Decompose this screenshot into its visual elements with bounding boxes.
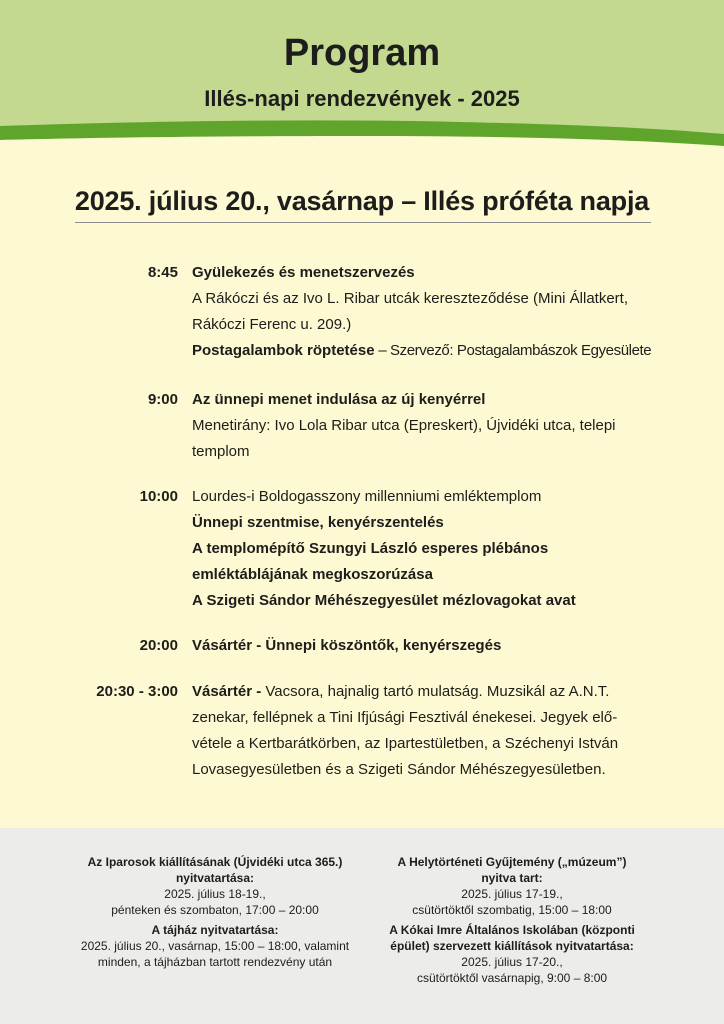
event-route-cont: templom <box>192 443 250 460</box>
footer-heading: Az Iparosok kiállításának (Újvidéki utca 365.) <box>87 855 343 869</box>
footer-school-exhibitions <box>362 922 662 986</box>
footer-right-column <box>362 854 662 990</box>
footer-heading: nyitvatartása: <box>175 871 255 885</box>
footer-heading: A Kókai Imre Általános Iskolában (központi <box>389 923 635 937</box>
event-body <box>192 679 662 783</box>
footer-hours: pénteken és szombaton, 17:00 – 20:00 <box>111 903 319 917</box>
event-wreath-line-cont: emléktáblájának megkoszorúzása <box>192 566 433 583</box>
footer-hours: csütörtöktől szombatig, 15:00 – 18:00 <box>412 903 612 917</box>
footer-opening-hours <box>0 828 724 1024</box>
header-background <box>0 0 724 150</box>
header-banner <box>0 0 724 150</box>
footer-dates: 2025. július 17-20., <box>461 955 563 969</box>
event-location: A Rákóczi és az Ivo L. Ribar utcák kereszteződése (Mini Állatkert, <box>192 290 629 307</box>
event-title: Ünnepi szentmise, kenyérszentelés <box>192 514 444 531</box>
event-title: Vásártér - Ünnepi köszöntők, kenyérszegés <box>192 637 502 654</box>
footer-hours: minden, a tájházban tartott rendezvény után <box>97 955 333 969</box>
footer-crafts-exhibition <box>60 854 370 918</box>
footer-heading: épület) szervezett kiállítások nyitvatartása: <box>390 939 634 953</box>
event-location: Lourdes-i Boldogasszony millenniumi emléktemplom <box>192 488 542 505</box>
event-time: 20:30 - 3:00 <box>96 683 178 700</box>
footer-heading: A Helytörténeti Gyűjtemény („múzeum”) <box>397 855 627 869</box>
event-time: 8:45 <box>147 264 178 281</box>
event-body <box>192 484 662 614</box>
footer-heading: A tájház nyitvatartása: <box>151 923 279 937</box>
event-wreath-line: A templomépítő Szungyi László esperes plébános <box>192 540 549 557</box>
event-body <box>192 260 662 364</box>
event-description-cont: Lovasegyesületben és a Szigeti Sándor Méhészegyesületben. <box>192 761 606 778</box>
footer-village-house <box>60 922 370 970</box>
event-body <box>192 633 662 659</box>
event-honey-knights: A Szigeti Sándor Méhészegyesület mézlovagokat avat <box>192 592 576 609</box>
footer-local-history-collection <box>362 854 662 918</box>
event-title: Vásártér - <box>192 683 266 700</box>
event-time: 9:00 <box>147 391 178 408</box>
footer-dates: 2025. július 17-19., <box>461 887 563 901</box>
event-route: Menetirány: Ivo Lola Ribar utca (Epreskert), Újvidéki utca, telepi <box>192 417 616 434</box>
event-time: 20:00 <box>139 637 178 654</box>
footer-left-column <box>60 854 370 974</box>
event-description: Vacsora, hajnalig tartó mulatság. Muzsikál az A.N.T. <box>265 683 610 700</box>
event-description-cont: zenekar, fellépnek a Tini Ifjúsági Fesztivál énekesei. Jegyek elő- <box>192 709 618 726</box>
event-time: 10:00 <box>139 488 178 505</box>
event-extra-title: Postagalambok röptetése <box>192 342 375 359</box>
event-body <box>192 387 662 465</box>
footer-heading: nyitva tart: <box>481 871 543 885</box>
footer-dates: 2025. július 20., vasárnap, 15:00 – 18:00, valamint <box>80 939 350 953</box>
page-subtitle: Illés-napi rendezvények - 2025 <box>204 86 520 111</box>
page-title: Program <box>283 32 441 74</box>
day-title-divider <box>75 222 651 223</box>
event-title: Az ünnepi menet indulása az új kenyérrel <box>192 391 486 408</box>
footer-hours: csütörtöktől vasárnapig, 9:00 – 8:00 <box>416 971 608 985</box>
day-title: 2025. július 20., vasárnap – Illés próféta napja <box>74 186 650 216</box>
event-location-cont: Rákóczi Ferenc u. 209.) <box>192 316 352 333</box>
event-extra-text: – Szervező: Postagalambászok Egyesülete <box>374 342 652 359</box>
event-description-cont: vétele a Kertbarátkörben, az Ipartestületben, a Széchenyi István <box>192 735 619 752</box>
event-title: Gyülekezés és menetszervezés <box>192 264 415 281</box>
footer-dates: 2025. július 18-19., <box>164 887 266 901</box>
